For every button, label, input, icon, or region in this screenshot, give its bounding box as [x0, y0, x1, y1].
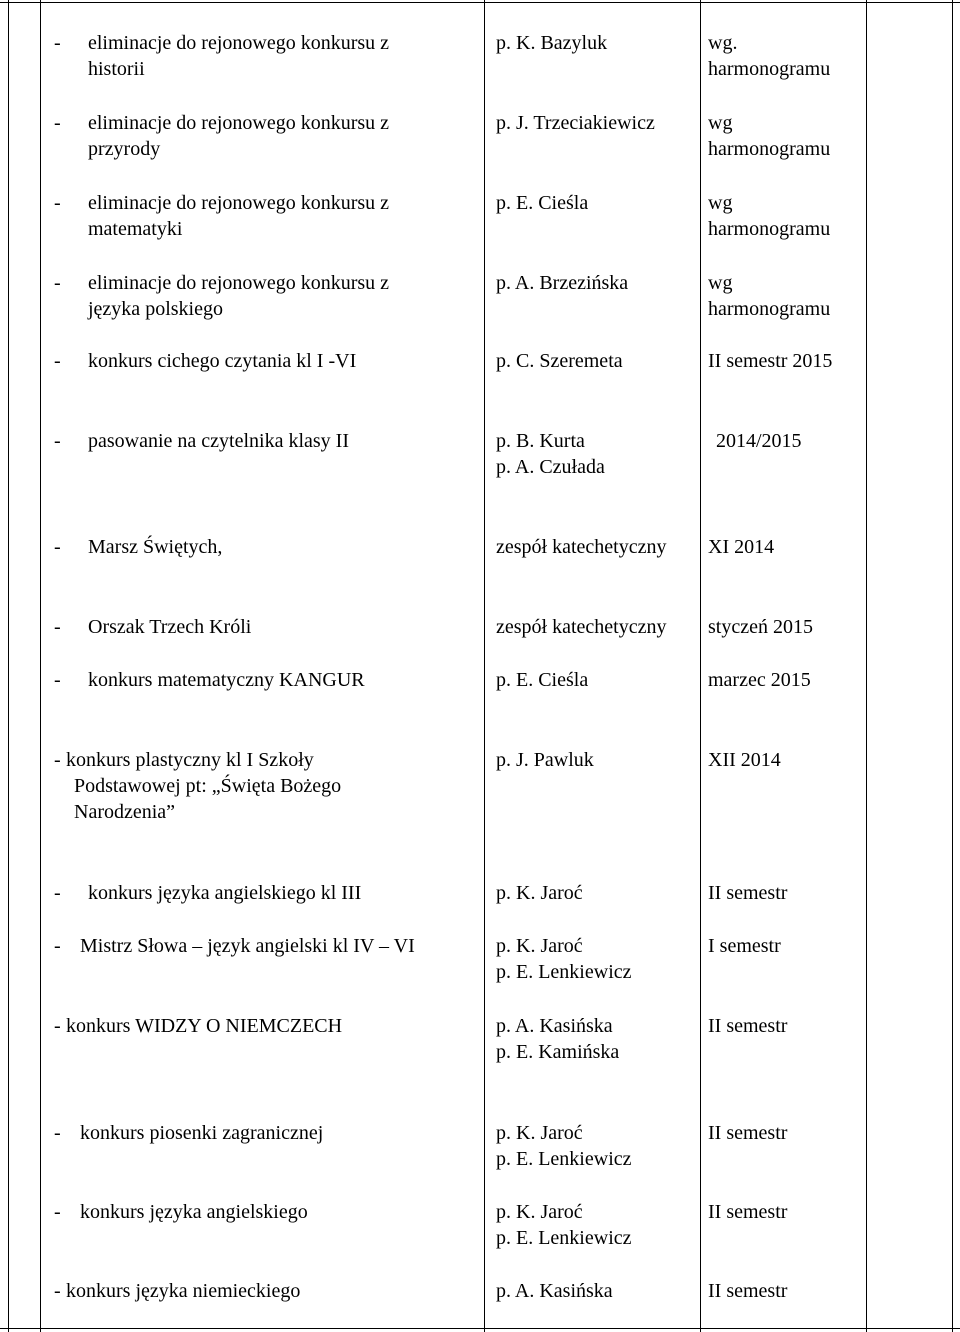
- activity-text: konkurs cichego czytania kl I -VI: [88, 350, 357, 372]
- list-dash: -: [54, 616, 61, 638]
- date-text: harmonogramu: [708, 58, 831, 80]
- date-text: wg.: [708, 32, 738, 54]
- date-text: II semestr: [708, 1201, 788, 1223]
- responsible-person: p. E. Lenkiewicz: [496, 1227, 632, 1249]
- activity-text: historii: [88, 58, 145, 80]
- date-text: II semestr: [708, 1122, 788, 1144]
- activity-text: konkurs matematyczny KANGUR: [88, 669, 365, 691]
- activity-text: eliminacje do rejonowego konkursu z: [88, 112, 390, 134]
- responsible-person: p. K. Jaroć: [496, 1201, 583, 1223]
- activity-text: konkurs WIDZY O NIEMCZECH: [66, 1015, 343, 1037]
- date-text: 2014/2015: [716, 430, 802, 452]
- activity-text: eliminacje do rejonowego konkursu z: [88, 192, 390, 214]
- date-text: wg: [708, 272, 733, 294]
- responsible-person: p. A. Czułada: [496, 456, 605, 478]
- activity-text: konkurs języka angielskiego kl III: [88, 882, 362, 904]
- responsible-person: p. E. Kamińska: [496, 1041, 620, 1063]
- date-text: II semestr: [708, 1015, 788, 1037]
- date-text: II semestr: [708, 1280, 788, 1302]
- activity-text: Podstawowej pt: „Święta Bożego: [74, 775, 342, 797]
- responsible-person: p. J. Pawluk: [496, 749, 594, 771]
- activity-text: konkurs piosenki zagranicznej: [80, 1122, 324, 1144]
- table-border-bottom: [0, 1328, 960, 1329]
- list-dash: -: [54, 112, 61, 134]
- column-divider: [40, 0, 41, 1332]
- activity-text: języka polskiego: [88, 298, 223, 320]
- list-dash: -: [54, 350, 61, 372]
- list-dash: -: [54, 1122, 61, 1144]
- table-border-left: [8, 0, 9, 1332]
- activity-text: Mistrz Słowa – język angielski kl IV – VI: [80, 935, 415, 957]
- responsible-person: p. K. Jaroć: [496, 935, 583, 957]
- responsible-person: zespół katechetyczny: [496, 536, 667, 558]
- date-text: styczeń 2015: [708, 616, 813, 638]
- table-border-top: [0, 2, 960, 3]
- table-border-right: [952, 0, 953, 1332]
- responsible-person: p. A. Kasińska: [496, 1015, 613, 1037]
- activity-text: przyrody: [88, 138, 161, 160]
- activity-text: konkurs języka angielskiego: [80, 1201, 308, 1223]
- responsible-person: p. J. Trzeciakiewicz: [496, 112, 655, 134]
- responsible-person: p. E. Lenkiewicz: [496, 1148, 632, 1170]
- list-dash: -: [54, 749, 61, 771]
- date-text: II semestr 2015: [708, 350, 833, 372]
- list-dash: -: [54, 669, 61, 691]
- responsible-person: p. E. Cieśla: [496, 669, 589, 691]
- activity-text: Orszak Trzech Króli: [88, 616, 252, 638]
- responsible-person: zespół katechetyczny: [496, 616, 667, 638]
- date-text: marzec 2015: [708, 669, 811, 691]
- activity-text: eliminacje do rejonowego konkursu z: [88, 32, 390, 54]
- list-dash: -: [54, 935, 61, 957]
- list-dash: -: [54, 1201, 61, 1223]
- list-dash: -: [54, 272, 61, 294]
- list-dash: -: [54, 536, 61, 558]
- activity-text: Narodzenia”: [74, 801, 176, 823]
- date-text: harmonogramu: [708, 138, 831, 160]
- responsible-person: p. E. Cieśla: [496, 192, 589, 214]
- activity-text: pasowanie na czytelnika klasy II: [88, 430, 350, 452]
- activity-text: eliminacje do rejonowego konkursu z: [88, 272, 390, 294]
- responsible-person: p. K. Bazyluk: [496, 32, 608, 54]
- list-dash: -: [54, 192, 61, 214]
- list-dash: -: [54, 430, 61, 452]
- list-dash: -: [54, 32, 61, 54]
- column-divider: [866, 0, 867, 1332]
- responsible-person: p. A. Brzezińska: [496, 272, 629, 294]
- date-text: harmonogramu: [708, 298, 831, 320]
- date-text: harmonogramu: [708, 218, 831, 240]
- responsible-person: p. A. Kasińska: [496, 1280, 613, 1302]
- list-dash: -: [54, 882, 61, 904]
- date-text: wg: [708, 112, 733, 134]
- column-divider: [484, 0, 485, 1332]
- date-text: II semestr: [708, 882, 788, 904]
- activity-text: konkurs plastyczny kl I Szkoły: [66, 749, 314, 771]
- activity-text: Marsz Świętych,: [88, 536, 223, 558]
- list-dash: -: [54, 1280, 61, 1302]
- date-text: XII 2014: [708, 749, 781, 771]
- responsible-person: p. K. Jaroć: [496, 882, 583, 904]
- list-dash: -: [54, 1015, 61, 1037]
- activity-text: konkurs języka niemieckiego: [66, 1280, 301, 1302]
- date-text: wg: [708, 192, 733, 214]
- date-text: I semestr: [708, 935, 781, 957]
- activity-text: matematyki: [88, 218, 183, 240]
- responsible-person: p. C. Szeremeta: [496, 350, 623, 372]
- responsible-person: p. B. Kurta: [496, 430, 585, 452]
- date-text: XI 2014: [708, 536, 775, 558]
- column-divider: [700, 0, 701, 1332]
- responsible-person: p. E. Lenkiewicz: [496, 961, 632, 983]
- responsible-person: p. K. Jaroć: [496, 1122, 583, 1144]
